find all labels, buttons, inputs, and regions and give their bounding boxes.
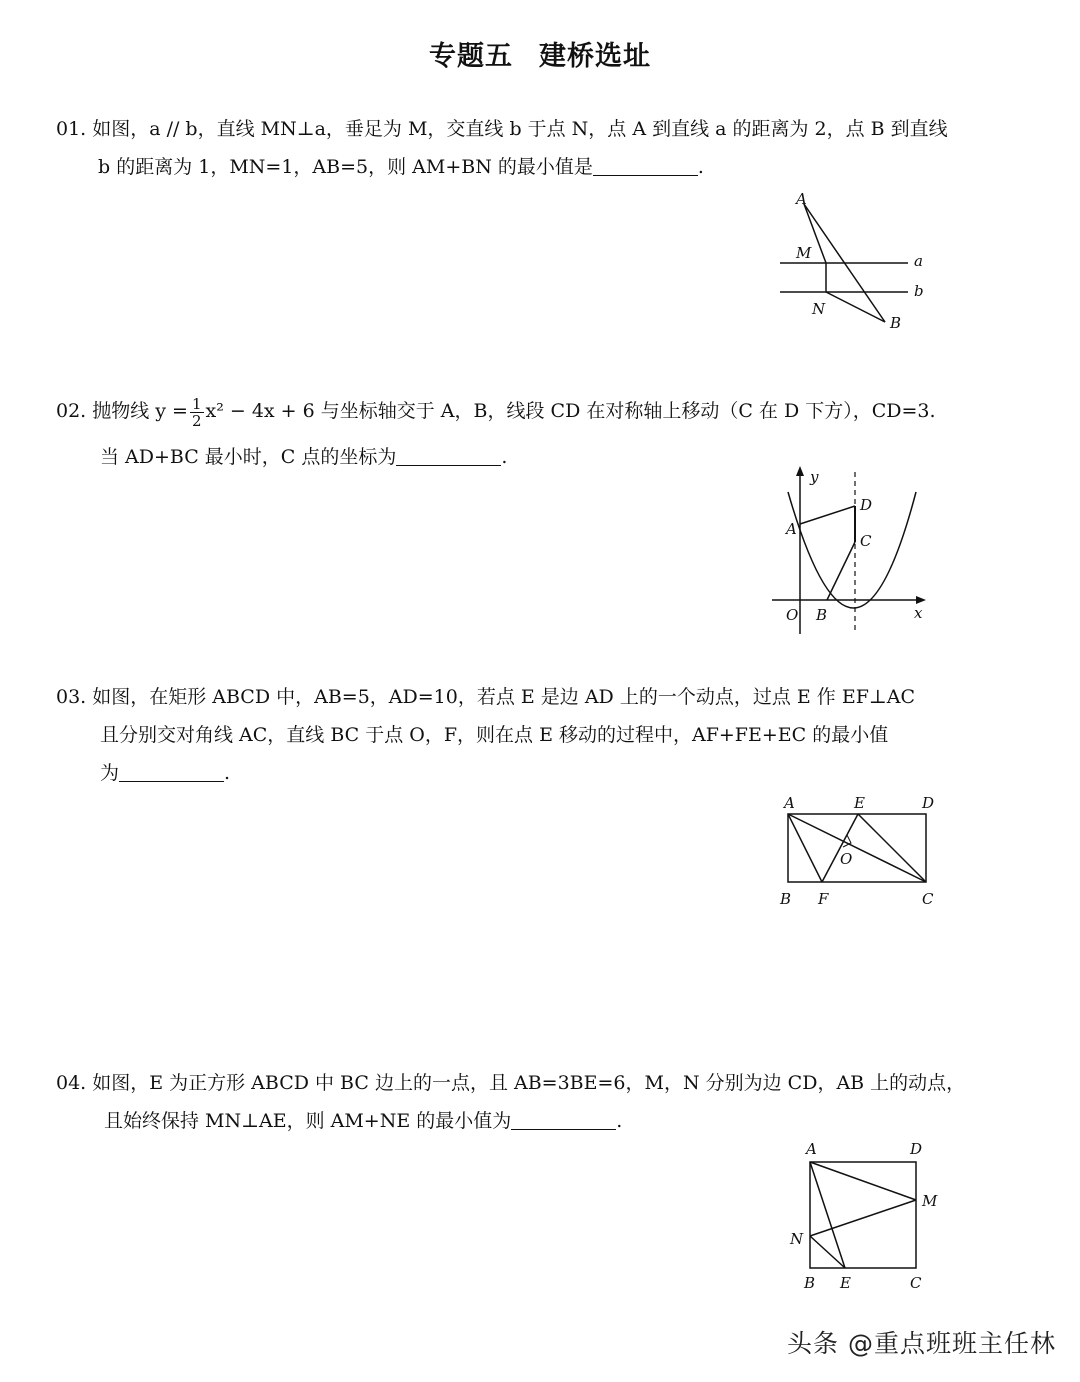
label-e-point: E xyxy=(840,1274,851,1292)
problem-number: 03. xyxy=(56,686,87,708)
problem-text: 且分别交对角线 AC，直线 BC 于点 O，F，则在点 E 移动的过程中，AF+FE+EC 的最小值 xyxy=(100,724,889,746)
fraction: $\frac{1}{2}$ xyxy=(191,394,202,430)
problem-number: 02. xyxy=(56,400,87,422)
answer-blank[interactable] xyxy=(511,1107,616,1130)
segment-b-c xyxy=(827,542,855,600)
label-n-point: N xyxy=(790,1230,804,1248)
problem-text: 如图，在矩形 ABCD 中，AB=5，AD=10，若点 E 是边 AD 上的一个动点，过点 E 作 EF⊥AC xyxy=(92,686,915,708)
figure-02 xyxy=(770,462,940,640)
title-sub: 建桥选址 xyxy=(539,41,651,72)
problem-number: 04. xyxy=(56,1072,87,1094)
label-b-point: B xyxy=(816,606,828,624)
segment-e-c xyxy=(858,814,926,882)
problem-04 xyxy=(56,1064,965,1140)
problem-03-line-1 xyxy=(56,678,915,716)
label-b-point: B xyxy=(780,890,792,908)
label-n: N xyxy=(812,300,826,318)
problem-01-line-1 xyxy=(56,110,948,148)
label-f-point: F xyxy=(818,890,829,908)
label-d-point: D xyxy=(922,794,935,812)
parabola xyxy=(788,492,916,608)
segment-a-d xyxy=(800,506,855,524)
segment-a-m xyxy=(810,1162,916,1200)
problem-text: x² − 4x + 6 与坐标轴交于 A，B，线段 CD 在对称轴上移动（C 在 D 下方），CD=3. xyxy=(205,400,936,422)
problem-text: 抛物线 y = xyxy=(92,400,188,422)
label-e-point: E xyxy=(854,794,865,812)
label-d-point: D xyxy=(860,496,873,514)
label-c-point: C xyxy=(910,1274,922,1292)
answer-blank[interactable] xyxy=(593,153,698,176)
problem-01 xyxy=(56,110,948,186)
figure-03 xyxy=(770,790,950,912)
segment-m-n xyxy=(810,1200,916,1236)
label-x: x xyxy=(914,604,923,622)
watermark: 头条 @重点班班主任林 xyxy=(787,1329,1056,1358)
x-arrow xyxy=(916,596,926,604)
label-m-point: M xyxy=(922,1192,938,1210)
label-a-point: A xyxy=(806,1140,817,1158)
label-o: O xyxy=(786,606,799,624)
problem-number: 01. xyxy=(56,118,87,140)
problem-text: 且始终保持 MN⊥AE，则 AM+NE 的最小值为 xyxy=(104,1110,512,1132)
problem-text: 如图，a // b，直线 MN⊥a，垂足为 M，交直线 b 于点 N，点 A 到直线 a 的距离为 2，点 B 到直线 xyxy=(92,118,948,140)
problem-text: 当 AD+BC 最小时，C 点的坐标为 xyxy=(100,446,397,468)
label-d-point: D xyxy=(910,1140,923,1158)
segment-a-f xyxy=(788,814,822,882)
label-a-point: A xyxy=(784,794,795,812)
label-o: O xyxy=(840,850,853,868)
label-a-point: A xyxy=(796,190,807,208)
problem-04-line-1 xyxy=(56,1064,965,1102)
problem-text: 如图，E 为正方形 ABCD 中 BC 边上的一点，且 AB=3BE=6，M，N 分别为边 CD，AB 上的动点， xyxy=(92,1072,966,1094)
problem-03-line-2 xyxy=(56,716,915,754)
problem-03-line-3: 为 . xyxy=(56,754,915,792)
label-line-a: a xyxy=(914,252,923,270)
problem-02-line-2: 当 AD+BC 最小时，C 点的坐标为 . xyxy=(56,438,936,476)
problem-01-line-2: b 的距离为 1，MN=1，AB=5，则 AM+BN 的最小值是 . xyxy=(56,148,948,186)
figure-04 xyxy=(780,1136,950,1296)
label-line-b: b xyxy=(914,282,924,300)
label-b-point: B xyxy=(890,314,902,332)
label-a-point: A xyxy=(786,520,797,538)
label-y: y xyxy=(810,468,819,486)
label-c-point: C xyxy=(922,890,934,908)
problem-text: b 的距离为 1，MN=1，AB=5，则 AM+BN 的最小值是 xyxy=(98,156,593,178)
square-abcd xyxy=(810,1162,916,1268)
problem-02-line-1 xyxy=(56,392,936,430)
label-m: M xyxy=(796,244,812,262)
label-c-point: C xyxy=(860,532,872,550)
segment-e-f xyxy=(822,814,858,882)
answer-blank[interactable] xyxy=(119,759,224,782)
problem-text: 为 xyxy=(100,762,120,784)
diagonal-a-c xyxy=(788,814,926,882)
segment-n-b xyxy=(826,292,885,322)
figure-01 xyxy=(770,188,950,338)
page-title xyxy=(0,34,1080,73)
problem-04-line-2: 且始终保持 MN⊥AE，则 AM+NE 的最小值为 . xyxy=(56,1102,965,1140)
y-arrow xyxy=(796,466,804,476)
problem-03 xyxy=(56,678,915,792)
label-b-point: B xyxy=(804,1274,816,1292)
title-main: 专题五 xyxy=(429,41,513,72)
answer-blank[interactable] xyxy=(396,443,501,466)
